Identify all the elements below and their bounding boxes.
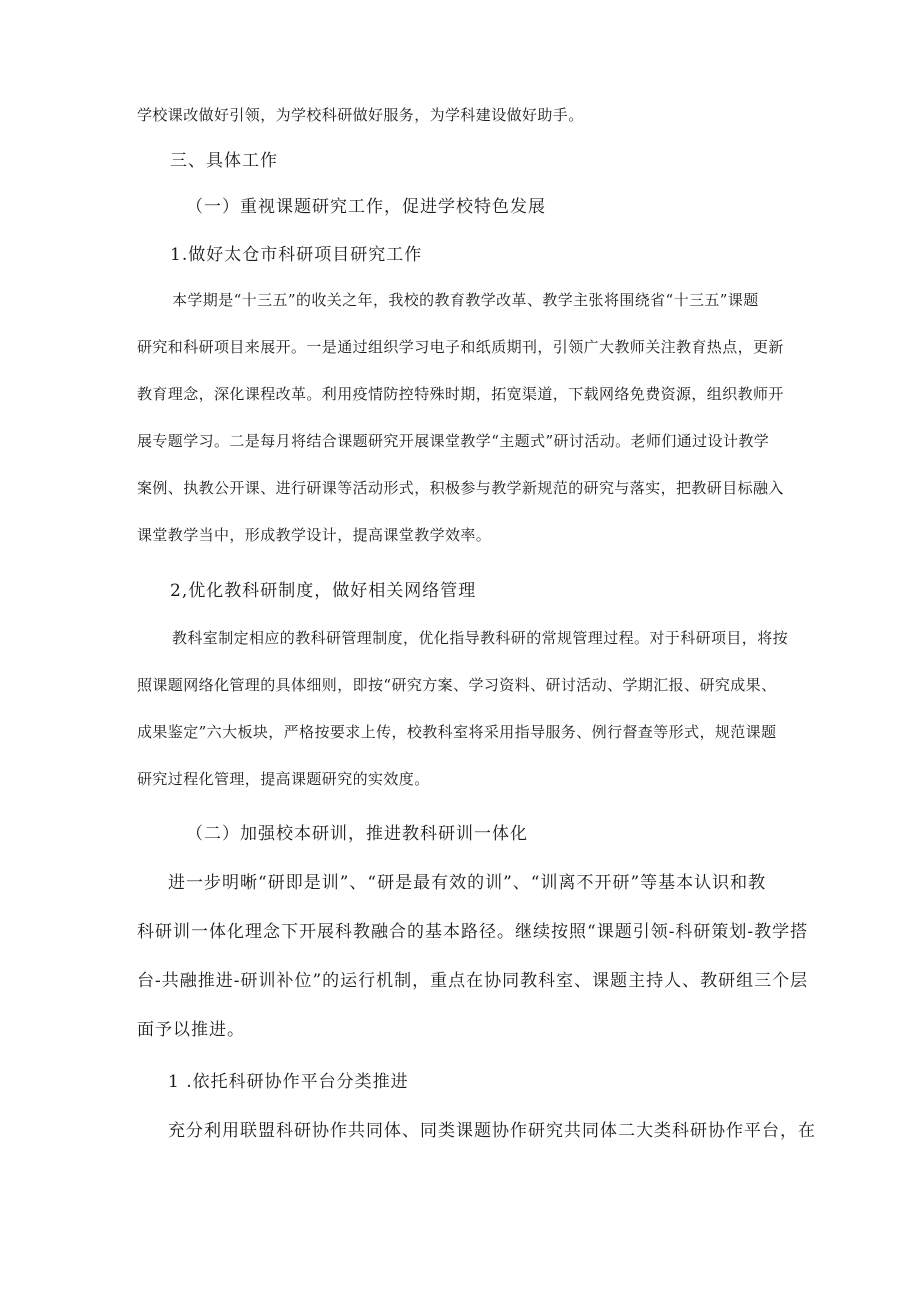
paragraph-line: 展专题学习。二是每月将结合课题研究开展课堂教学“主题式”研讨活动。老师们通过设计教学 — [137, 432, 770, 450]
paragraph-line: 科研训一体化理念下开展科教融合的基本路径。继续按照“课题引领-科研策划-教学搭 — [137, 922, 809, 942]
section-title: 三、具体工作 — [170, 151, 278, 171]
paragraph-line: 充分利用联盟科研协作共同体、同类课题协作研究共同体二大类科研协作平台，在 — [168, 1121, 816, 1141]
paragraph-line: 台-共融推进-研训补位”的运行机制，重点在协同教科室、课题主持人、教研组三个层 — [137, 971, 809, 991]
paragraph-line: 研究过程化管理，提高课题研究的实效度。 — [137, 770, 430, 788]
paragraph-line: 教育理念，深化课程改革。利用疫情防控特殊时期，拓宽渠道，下载网络免费资源，组织教师开 — [137, 385, 784, 403]
paragraph-line: 照课题网络化管理的具体细则，即按“研究方案、学习资料、研讨活动、学期汇报、研究成果、 — [137, 676, 777, 694]
paragraph-line: 面予以推进。 — [137, 1020, 245, 1040]
paragraph-line: 案例、执教公开课、进行研课等活动形式，积极参与教学新规范的研究与落实，把教研目标融入 — [137, 479, 784, 497]
paragraph-line: 本学期是“十三五”的收关之年，我校的教育教学改革、教学主张将围绕省“十三五”课题 — [172, 291, 759, 309]
paragraph-line: 进一步明晰“研即是训”、“研是最有效的训”、“训离不开研”等基本认识和教 — [168, 873, 767, 893]
subsection-title-1: （一）重视课题研究工作，促进学校特色发展 — [186, 197, 546, 217]
item-title-3: 1 .依托科研协作平台分类推进 — [168, 1072, 409, 1092]
paragraph-line: 教科室制定相应的教科研管理制度，优化指导教科研的常规管理过程。对于科研项目，将按 — [172, 629, 789, 647]
intro-line: 学校课改做好引领，为学校科研做好服务，为学科建设做好助手。 — [137, 106, 584, 124]
paragraph-line: 研究和科研项目来展开。一是通过组织学习电子和纸质期刊，引领广大教师关注教育热点，更新 — [137, 338, 784, 356]
paragraph-line: 课堂教学当中，形成教学设计，提高课堂教学效率。 — [137, 526, 492, 544]
paragraph-line: 成果鉴定”六大板块，严格按要求上传，校教科室将采用指导服务、例行督查等形式，规范课题 — [137, 723, 777, 741]
subsection-title-2: （二）加强校本研训，推进教科研训一体化 — [186, 824, 528, 844]
item-title-1: 1.做好太仓市科研项目研究工作 — [170, 245, 423, 265]
item-title-2: 2,优化教科研制度，做好相关网络管理 — [170, 581, 477, 601]
